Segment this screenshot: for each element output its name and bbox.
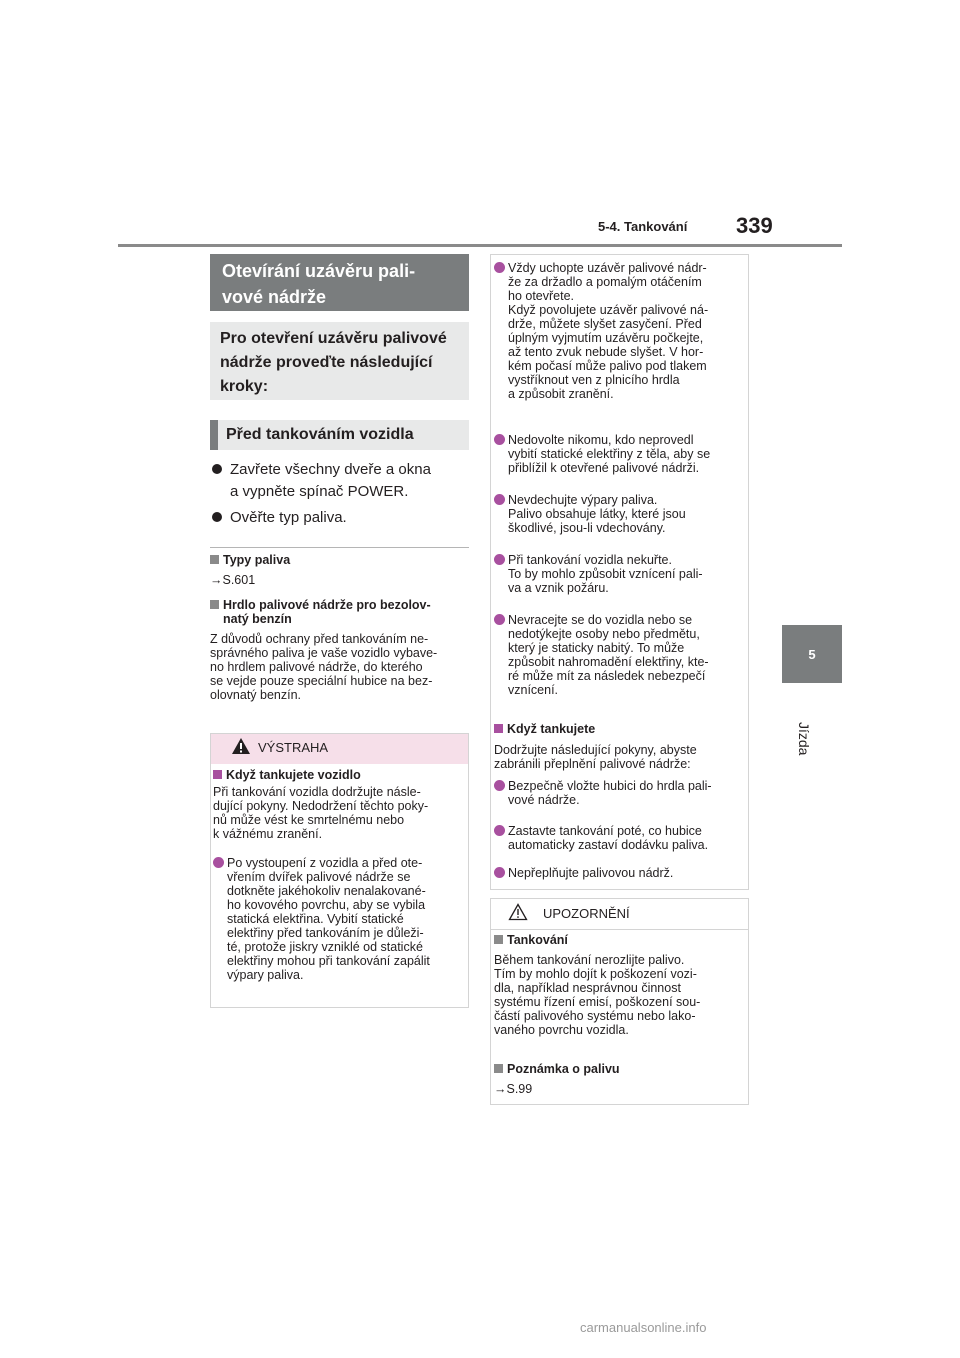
text-line: té, protože jiskry vzniklé od statické <box>227 940 423 954</box>
caution-item <box>494 433 746 475</box>
text-line: který je staticky nabitý. To může <box>508 641 685 655</box>
bullet-dot <box>494 434 505 445</box>
text-line: Po vystoupení z vozidla a před ote- <box>227 856 423 870</box>
text-line: kém počasí může palivo pod tlakem <box>508 359 707 373</box>
caution-item <box>494 261 746 401</box>
text-line: va a vznik požáru. <box>508 581 609 595</box>
text-line: elektřiny mohou při tankování zapálit <box>227 954 430 968</box>
notice-ref[interactable]: →S.99 <box>494 1082 533 1096</box>
text-line: ré může mít za následek nebezpečí <box>508 669 706 683</box>
sub-title-text: Když tankujete vozidlo <box>226 768 361 782</box>
text-line: vznícení. <box>508 683 559 697</box>
caution-item <box>494 613 746 697</box>
caution-item <box>494 493 746 535</box>
text-line: nů může vést ke smrtelnému nebo <box>213 813 405 827</box>
text-line: dla, například nesprávnou činnost <box>494 981 681 995</box>
filler-neck-title <box>210 598 470 626</box>
text-line: způsobit nahromadění elektřiny, kte- <box>508 655 709 669</box>
sub-title-text: Když tankujete <box>507 722 596 736</box>
text-line: Bezpečně vložte hubici do hrdla pali- <box>508 779 712 793</box>
text-line: no hrdlem palivové nádrže, do kterého <box>210 660 423 674</box>
square-bullet-icon <box>210 600 219 609</box>
text-line: elektřiny před tankováním je důleži- <box>227 926 424 940</box>
notice-title: UPOZORNĚNÍ <box>543 906 630 921</box>
warning-title: VÝSTRAHA <box>258 740 329 755</box>
text-line: statická elektřina. Vybití statické <box>227 912 404 926</box>
square-bullet-icon <box>210 555 219 564</box>
notice-sub-title <box>494 933 568 947</box>
text-line: Z důvodů ochrany před tankováním ne- <box>210 632 429 646</box>
bullet-dot <box>494 825 505 836</box>
text-line: ho otevřete. <box>508 289 575 303</box>
text-line: automaticky zastaví dodávku paliva. <box>508 838 709 852</box>
text-line: že za držadlo a pomalým otáčením <box>508 275 702 289</box>
bullet-dot <box>212 512 222 522</box>
text-line: a způsobit zranění. <box>508 387 614 401</box>
page-number: 339 <box>736 213 773 238</box>
bullet-item <box>212 507 470 529</box>
fuel-types-ref[interactable]: →S.601 <box>210 573 256 587</box>
sub-title-text: Typy paliva <box>223 553 291 567</box>
fuel-types-title <box>210 553 290 567</box>
watermark: carmanualsonline.info <box>580 1320 707 1335</box>
heading-before-refueling: Před tankováním vozidla <box>210 420 469 450</box>
text-line: částí palivového systému nebo lako- <box>494 1009 696 1023</box>
warning-sub-title <box>213 768 361 782</box>
chapter-label: Jízda <box>796 722 812 756</box>
caution-sub-text <box>494 743 748 771</box>
text-line: Nevracejte se do vozidla nebo se <box>508 613 693 627</box>
bullet-dot <box>213 857 224 868</box>
header-rule <box>118 244 842 247</box>
warning-triangle-icon <box>231 737 251 755</box>
text-line: výpary paliva. <box>227 968 304 982</box>
caution-sub-item <box>494 824 746 852</box>
bullet-text: Ověřte typ paliva. <box>230 509 347 526</box>
text-line: Nepřeplňujte palivovou nádrž. <box>508 866 674 880</box>
text-line: přiblížil k otevřené palivové nádrži. <box>508 461 700 475</box>
bullet-dot <box>494 554 505 565</box>
text-line: ho kovového povrchu, aby se vybila <box>227 898 426 912</box>
bullet-dot <box>494 867 505 878</box>
text-line: Když povolujete uzávěr palivové ná- <box>508 303 709 317</box>
heading-line: vové nádrže <box>222 287 327 307</box>
text-line: dující pokyny. Nedodržení těchto poky- <box>213 799 429 813</box>
caution-sub-item <box>494 866 746 880</box>
intro-line: kroky: <box>220 378 269 395</box>
text-line: nedotýkejte osoby nebo předmětu, <box>508 627 700 641</box>
text-line: drže, můžete slyšet zasyčení. Před <box>508 317 702 331</box>
bullet-dot <box>212 464 222 474</box>
bullet-item <box>212 459 470 503</box>
square-bullet-icon <box>494 1064 503 1073</box>
square-bullet-icon <box>494 935 503 944</box>
text-line: k vážnému zranění. <box>213 827 323 841</box>
section-title: 5-4. Tankování <box>598 219 688 234</box>
bullet-dot <box>494 614 505 625</box>
bullet-text: a vypněte spínač POWER. <box>230 483 409 500</box>
caution-item <box>494 553 746 595</box>
square-bullet-icon <box>213 770 222 779</box>
text-line: vové nádrže. <box>508 793 580 807</box>
sub-title-text: Hrdlo palivové nádrže pro bezolov- <box>223 598 431 612</box>
text-line: až tento zvuk nebude slyšet. V hor- <box>508 345 704 359</box>
text-line: škodlivé, jsou-li vdechovány. <box>508 521 666 535</box>
intro-line: nádrže proveďte následující <box>220 354 433 371</box>
text-line: správného paliva je vaše vozidlo vybave- <box>210 646 438 660</box>
text-line: vřením dvířek palivové nádrže se <box>227 870 411 884</box>
bullet-text: Zavřete všechny dveře a okna <box>230 461 431 478</box>
intro-box <box>210 322 469 400</box>
caution-sub-item <box>494 779 746 807</box>
notice-text <box>494 953 748 1037</box>
text-line: olovnatý benzín. <box>210 688 302 702</box>
text-line: Během tankování nerozlijte palivo. <box>494 953 685 967</box>
warning-item <box>213 856 467 982</box>
filler-neck-text <box>210 632 472 702</box>
text-line: Nedovolte nikomu, kdo neprovedl <box>508 433 694 447</box>
text-line: vystříknout ven z plnicího hrdla <box>508 373 680 387</box>
text-line: Palivo obsahuje látky, které jsou <box>508 507 686 521</box>
text-line: se vejde pouze speciální hubice na bez- <box>210 674 433 688</box>
notice-sub-title <box>494 1062 620 1076</box>
text-line: Při tankování vozidla dodržujte násle- <box>213 785 421 799</box>
text-line: Zastavte tankování poté, co hubice <box>508 824 702 838</box>
text-line: Vždy uchopte uzávěr palivové nádr- <box>508 261 707 275</box>
bullet-dot <box>494 262 505 273</box>
chapter-tab: 5 <box>782 625 842 683</box>
text-line: vaného povrchu vozidla. <box>494 1023 629 1037</box>
text-line: dotkněte jakéhokoliv nenalakované- <box>227 884 426 898</box>
text-line: Nevdechujte výpary paliva. <box>508 493 658 507</box>
intro-line: Pro otevření uzávěru palivové <box>220 330 447 347</box>
bullet-dot <box>494 780 505 791</box>
text-line: zabránili přeplnění palivové nádrže: <box>494 757 691 771</box>
bullet-dot <box>494 494 505 505</box>
text-line: To by mohlo způsobit vznícení pali- <box>508 567 703 581</box>
warning-text <box>213 785 467 841</box>
caution-sub-title <box>494 722 595 736</box>
text-line: vybití statické elektřiny z těla, aby se <box>508 447 711 461</box>
notice-triangle-icon <box>508 903 528 921</box>
text-line: úplným vyjmutím uzávěru počkejte, <box>508 331 704 345</box>
sub-title-text: Tankování <box>507 933 568 947</box>
text-line: systému řízení emisí, poškození sou- <box>494 995 701 1009</box>
heading-open-fuel-cap <box>210 254 469 311</box>
separator <box>210 547 469 548</box>
square-bullet-icon <box>494 724 503 733</box>
text-line: Tím by mohlo dojít k poškození vozi- <box>494 967 697 981</box>
heading-line: Otevírání uzávěru pali- <box>222 261 416 281</box>
sub-title-text: Poznámka o palivu <box>507 1062 620 1076</box>
text-line: Při tankování vozidla nekuřte. <box>508 553 672 567</box>
text-line: Dodržujte následující pokyny, abyste <box>494 743 697 757</box>
sub-title-text: natý benzín <box>223 612 292 626</box>
